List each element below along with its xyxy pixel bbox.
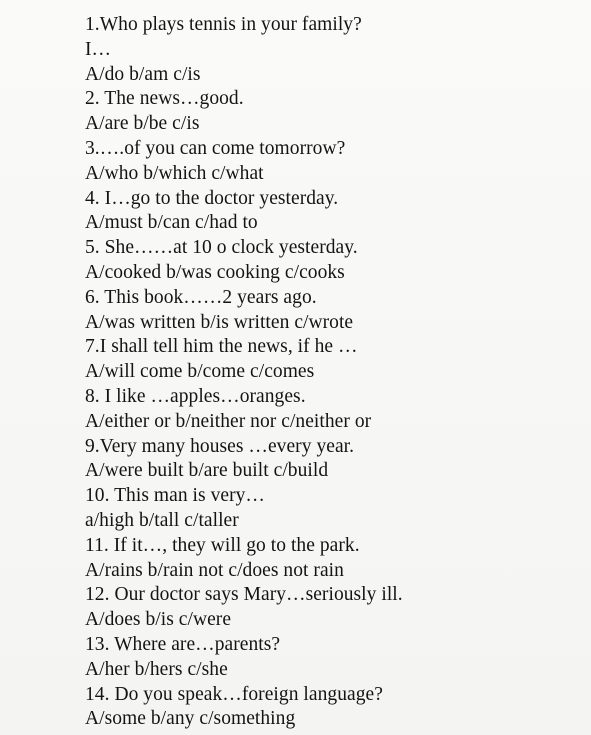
text-line: A/some b/any c/something xyxy=(85,708,296,730)
text-line: A/are b/be c/is xyxy=(85,113,200,135)
text-line: 2. The news…good. xyxy=(85,88,244,110)
text-line: 3.….of you can come tomorrow? xyxy=(85,137,346,159)
text-line: 14. Do you speak…foreign language? xyxy=(85,683,383,705)
text-line: A/will come b/come c/comes xyxy=(85,361,315,383)
text-line: A/does b/is c/were xyxy=(85,609,232,631)
text-line: A/do b/am c/is xyxy=(85,63,201,85)
text-line: A/rains b/rain not c/does not rain xyxy=(85,559,344,581)
text-line: 13. Where are…parents? xyxy=(85,633,281,655)
text-line: A/were built b/are built c/build xyxy=(85,460,329,482)
text-line: A/who b/which c/what xyxy=(85,162,264,184)
text-line: I… xyxy=(85,38,112,60)
text-line: A/was written b/is written c/wrote xyxy=(85,311,354,333)
text-line: 11. If it…, they will go to the park. xyxy=(85,534,360,556)
text-line: A/must b/can c/had to xyxy=(85,212,258,234)
text-line: A/either or b/neither nor c/neither or xyxy=(85,410,372,432)
text-line: A/her b/hers c/she xyxy=(85,658,228,680)
question-list xyxy=(85,13,403,732)
text-line: 7.I shall tell him the news, if he … xyxy=(85,336,358,358)
text-line: 8. I like …apples…oranges. xyxy=(85,385,306,407)
text-line: 4. I…go to the doctor yesterday. xyxy=(85,187,339,209)
text-line: a/high b/tall c/taller xyxy=(85,509,239,531)
text-line: 9.Very many houses …every year. xyxy=(85,435,355,457)
text-line: 5. She……at 10 o clock yesterday. xyxy=(85,237,358,259)
text-line: 6. This book……2 years ago. xyxy=(85,286,317,308)
text-line: 10. This man is very… xyxy=(85,485,265,507)
text-line: 1.Who plays tennis in your family? xyxy=(85,14,362,35)
text-line: A/cooked b/was cooking c/cooks xyxy=(85,261,345,283)
text-line: 12. Our doctor says Mary…seriously ill. xyxy=(85,584,403,606)
